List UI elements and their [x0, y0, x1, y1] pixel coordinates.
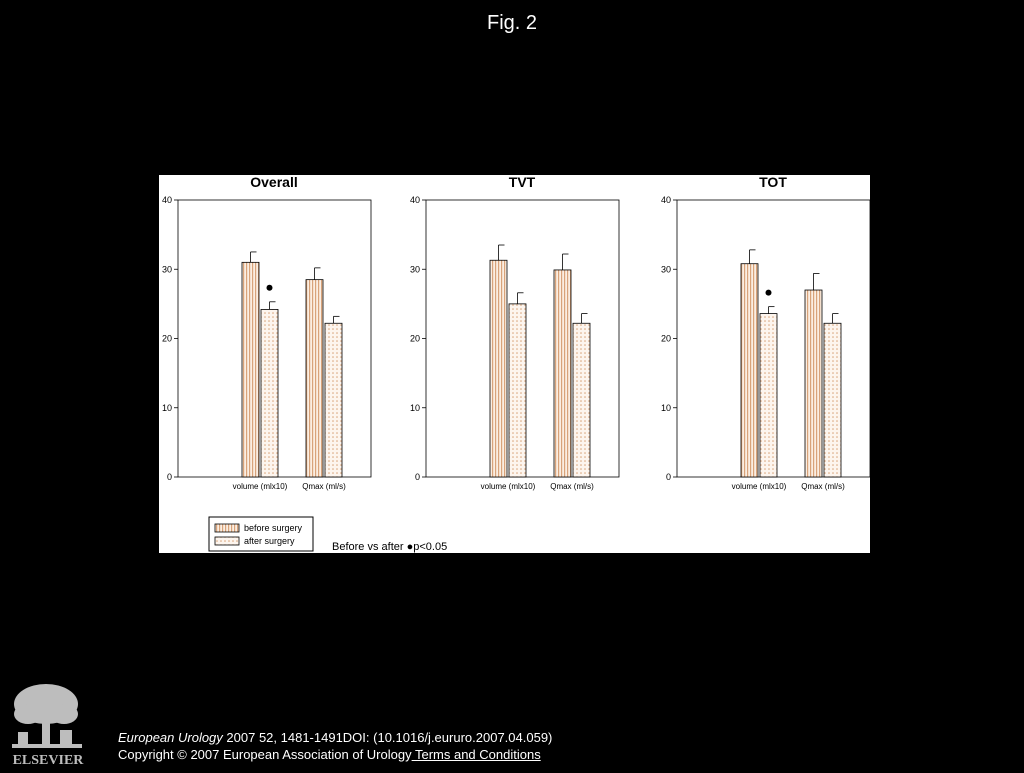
bar-before — [242, 262, 259, 477]
legend — [209, 517, 447, 553]
bar-after — [325, 323, 342, 477]
bar-before — [554, 270, 571, 477]
elsevier-logo — [8, 680, 88, 768]
legend-label-before: before surgery — [244, 523, 303, 533]
bar-after — [760, 314, 777, 477]
y-tick-label: 30 — [409, 264, 420, 275]
panel-tvt — [410, 175, 619, 491]
y-tick-label: 40 — [409, 195, 420, 205]
bar-before — [490, 260, 507, 477]
bar-before — [805, 290, 822, 477]
bar-after — [573, 323, 590, 477]
figure-title: Fig. 2 — [486, 12, 538, 34]
significance-note: Before vs after ●p<0.05 — [332, 541, 448, 553]
copyright-text: Copyright © 2007 European Association of Urology — [118, 747, 412, 762]
y-tick-label: 20 — [409, 333, 420, 344]
legend-swatch-after — [215, 537, 239, 545]
x-tick-label: volume (mlx10) — [232, 482, 288, 491]
legend-label-after: after surgery — [244, 536, 295, 546]
journal-name: European Urology — [118, 730, 223, 745]
y-tick-label: 40 — [660, 195, 671, 205]
bar-after — [824, 323, 841, 477]
y-tick-label: 0 — [665, 472, 671, 482]
panel-overall — [162, 175, 371, 491]
y-tick-label: 0 — [166, 472, 172, 482]
legend-swatch-before — [215, 524, 239, 532]
x-tick-label: volume (mlx10) — [731, 482, 787, 491]
bar-before — [306, 280, 323, 477]
y-tick-label: 10 — [161, 402, 172, 413]
y-tick-label: 40 — [161, 195, 172, 205]
significance-dot — [766, 290, 772, 296]
y-tick-label: 30 — [660, 264, 671, 275]
panel-title: Overall — [250, 175, 298, 190]
figure-panel — [159, 175, 870, 553]
citation-details: 2007 52, 1481-1491DOI: (10.1016/j.eururo.2007.04.059) — [222, 730, 553, 745]
significance-dot — [267, 285, 273, 291]
y-tick-label: 30 — [161, 264, 172, 275]
y-tick-label: 0 — [414, 472, 420, 482]
chart-svg — [159, 175, 870, 553]
x-tick-label: Qmax (ml/s) — [801, 482, 845, 491]
bar-after — [261, 309, 278, 477]
y-tick-label: 20 — [161, 333, 172, 344]
bar-after — [509, 304, 526, 477]
x-tick-label: Qmax (ml/s) — [302, 482, 346, 491]
y-tick-label: 10 — [409, 402, 420, 413]
x-tick-label: Qmax (ml/s) — [550, 482, 594, 491]
panel-tot — [661, 175, 870, 491]
citation-line — [118, 729, 552, 746]
y-tick-label: 10 — [660, 402, 671, 413]
terms-link[interactable]: Terms and Conditions — [411, 747, 541, 762]
elsevier-wordmark: ELSEVIER — [12, 753, 84, 768]
bar-before — [741, 264, 758, 477]
copyright-line — [118, 746, 552, 763]
x-tick-label: volume (mlx10) — [480, 482, 536, 491]
y-tick-label: 20 — [660, 333, 671, 344]
panel-title: TVT — [508, 175, 536, 190]
panels-layer — [162, 175, 870, 491]
tree-icon — [12, 684, 82, 748]
panel-title: TOT — [759, 175, 787, 190]
citation-footer — [118, 729, 552, 763]
